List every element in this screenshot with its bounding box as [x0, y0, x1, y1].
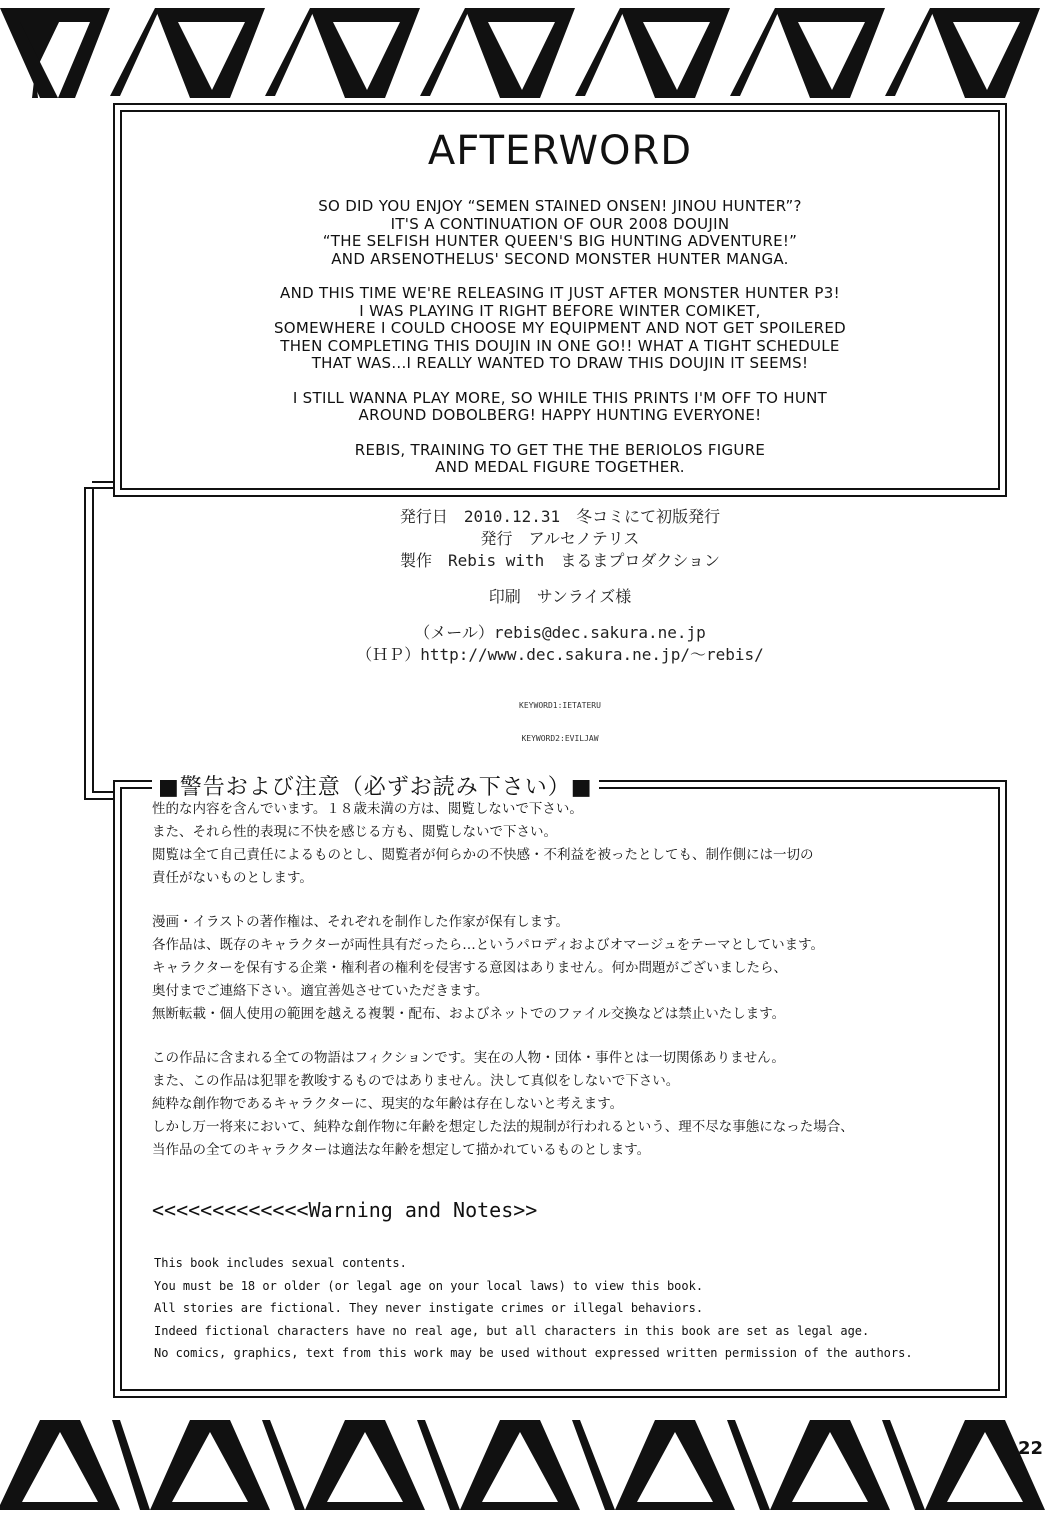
english-note-line: No comics, graphics, text from this work may be used without expressed written permission of the authors. — [154, 1346, 913, 1360]
afterword-title: AFTERWORD — [427, 128, 693, 174]
bottom-zigzag-border — [0, 1410, 1063, 1516]
homepage-url: （ＨＰ）http://www.dec.sakura.ne.jp/～rebis/ — [356, 645, 764, 664]
left-connector-line — [92, 487, 94, 792]
english-note-line: Indeed fictional characters have no real age, but all characters in this book are set as legal age. — [154, 1323, 870, 1338]
top-zigzag-border — [0, 0, 1063, 105]
connector-top-stub — [92, 481, 122, 483]
page-number: 22 — [1018, 1438, 1044, 1459]
afterword-paragraph: SO DID YOU ENJOY “SEMEN STAINED ONSEN! JINOU HUNTER”? IT'S A CONTINUATION OF OUR 2008 DOUJIN “THE SELFISH HUNTER QUEEN'S BIG HUNTING ADVENTURE!” AND ARSENOTHELUS' SECOND MONSTER HUNTER MANGA. — [318, 197, 802, 268]
warning-paragraph: 性的な内容を含んでいます。１８歳未満の方は、閲覧しないで下さい。 また、それら性的表現に不快を感じる方も、閲覧しないで下さい。 閲覧は全て自己責任によるものとし、閲覧者が何らかの不快感・不利益を被ったとしても、制作側には一切の 責任がないものとします。 — [152, 801, 814, 886]
keyword-2: KEYWORD2:EVILJAW — [521, 734, 599, 743]
english-note-line: All stories are fictional. They never instigate crimes or illegal behaviors. — [154, 1301, 704, 1315]
english-note-line: This book includes sexual contents. — [154, 1256, 407, 1270]
production: 製作 Rebis with まるまプロダクション — [399, 551, 720, 570]
left-connector-line — [84, 487, 86, 799]
keyword-1: KEYWORD1:IETATERU — [519, 701, 601, 710]
printer: 印刷 サンライズ様 — [488, 587, 632, 606]
afterword-paragraph: AND THIS TIME WE'RE RELEASING IT JUST AFTER MONSTER HUNTER P3! I WAS PLAYING IT RIGHT BEFORE WINTER COMIKET, SOMEWHERE I COULD CHOOSE MY EQUIPMENT AND NOT GET SPOILERED THEN COMPLETING THIS DOUJIN IN ONE GO!! WHAT A TIGHT SCHEDULE THAT WAS...I REALLY WANTED TO DRAW THIS DOUJIN IT SEEMS! — [273, 284, 846, 372]
connector-top-stub — [84, 487, 122, 489]
english-warning-notes — [154, 1252, 974, 1365]
afterword-paragraph: REBIS, TRAINING TO GET THE THE BERIOLOS FIGURE AND MEDAL FIGURE TOGETHER. — [354, 440, 766, 476]
colophon — [250, 506, 870, 766]
afterword-box — [120, 110, 1000, 490]
publisher: 発行 アルセノテリス — [480, 529, 640, 548]
connector-bottom-stub — [92, 791, 122, 793]
english-note-line: You must be 18 or older (or legal age on your local laws) to view this book. — [154, 1278, 704, 1293]
warning-paragraph: 漫画・イラストの著作権は、それぞれを制作した作家が保有します。 各作品は、既存のキャラクターが両性具有だったら…というパロディおよびオマージュをテーマとしています。 キャラクターを保有する企業・権利者の権利を侵害する意図はありません。何か問題がございましたら、 奥付までご連絡下さい。適宜善処させていただきます。 無断転載・個人使用の範囲を越える複製・配布、およびネットでのファイル交換などは禁止いたします。 — [152, 914, 825, 1022]
afterword-paragraph: I STILL WANNA PLAY MORE, SO WHILE THIS PRINTS I'M OFF TO HUNT AROUND DOBOLBERG! HAPPY HUNTING EVERYONE! — [292, 388, 828, 424]
warning-title: ■警告および注意（必ずお読み下さい）■ — [152, 768, 599, 808]
english-warning-heading: <<<<<<<<<<<<<Warning and Notes>> — [152, 1198, 538, 1222]
warning-body — [152, 798, 972, 1183]
issue-date: 発行日 2010.12.31 冬コミにて初版発行 — [399, 507, 721, 526]
contact-email: （メール）rebis@dec.sakura.ne.jp — [414, 623, 706, 642]
warning-paragraph: この作品に含まれる全ての物語はフィクションです。実在の人物・団体・事件とは一切関係ありません。 また、この作品は犯罪を教唆するものではありません。決して真似をしないで下さい。 純粋な創作物であるキャラクターに、現実的な年齢は存在しないと考えます。 しかし万一将来において、純粋な創作物に年齢を想定した法的規制が行われるという、理不尽な事態になった場合、 当作品の全てのキャラクターは適法な年齢を想定して描かれているものとします。 — [152, 1050, 854, 1158]
connector-bottom-stub — [84, 798, 122, 800]
keywords — [250, 678, 870, 766]
afterword-body — [162, 198, 958, 494]
